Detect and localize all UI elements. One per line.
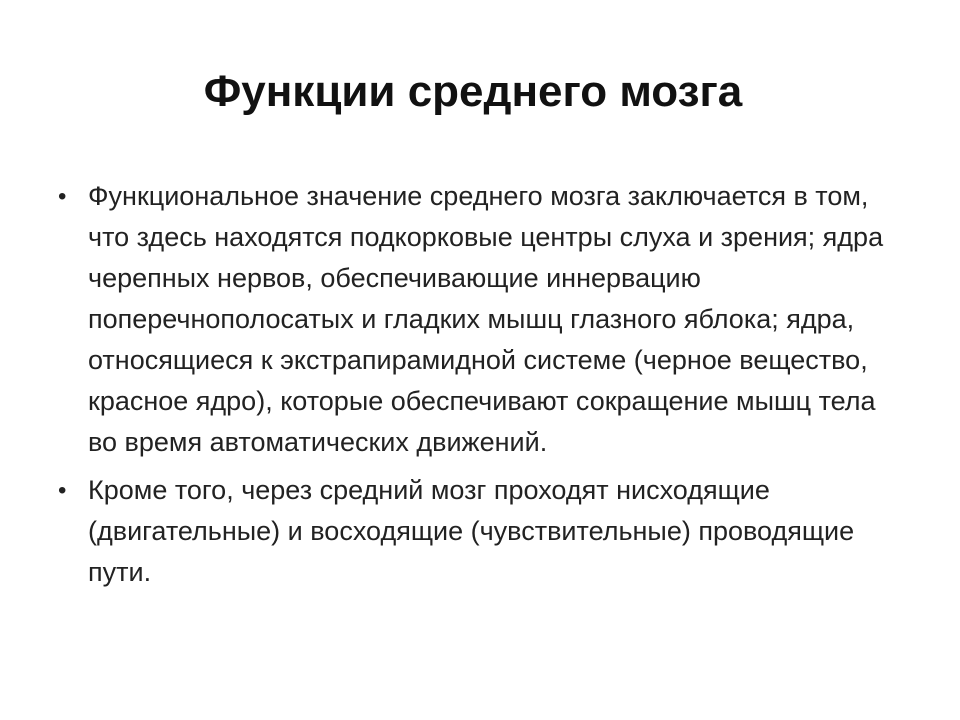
- slide-title: Функции среднего мозга: [203, 67, 743, 116]
- bullet-list: [58, 176, 904, 600]
- bullet-text: Кроме того, через средний мозг проходят нисходящие (двигательные) и восходящие (чувствительные) проводящие пути.: [88, 475, 855, 587]
- bullet-item: [58, 470, 904, 593]
- bullet-point-icon: •: [58, 183, 67, 210]
- bullet-point-icon: •: [58, 477, 67, 504]
- bullet-item: [58, 176, 904, 463]
- bullet-text: Функциональное значение среднего мозга заключается в том, что здесь находятся подкорковые центры слуха и зрения; ядра черепных нервов, обеспечивающие иннервацию поперечнополосатых и гладких мышц глазного яблока; ядра, относящиеся к экстрапирамидной системе (черное вещество, красное ядро), которые обеспечивают сокращение мышц тела во время автоматических движений.: [88, 181, 884, 457]
